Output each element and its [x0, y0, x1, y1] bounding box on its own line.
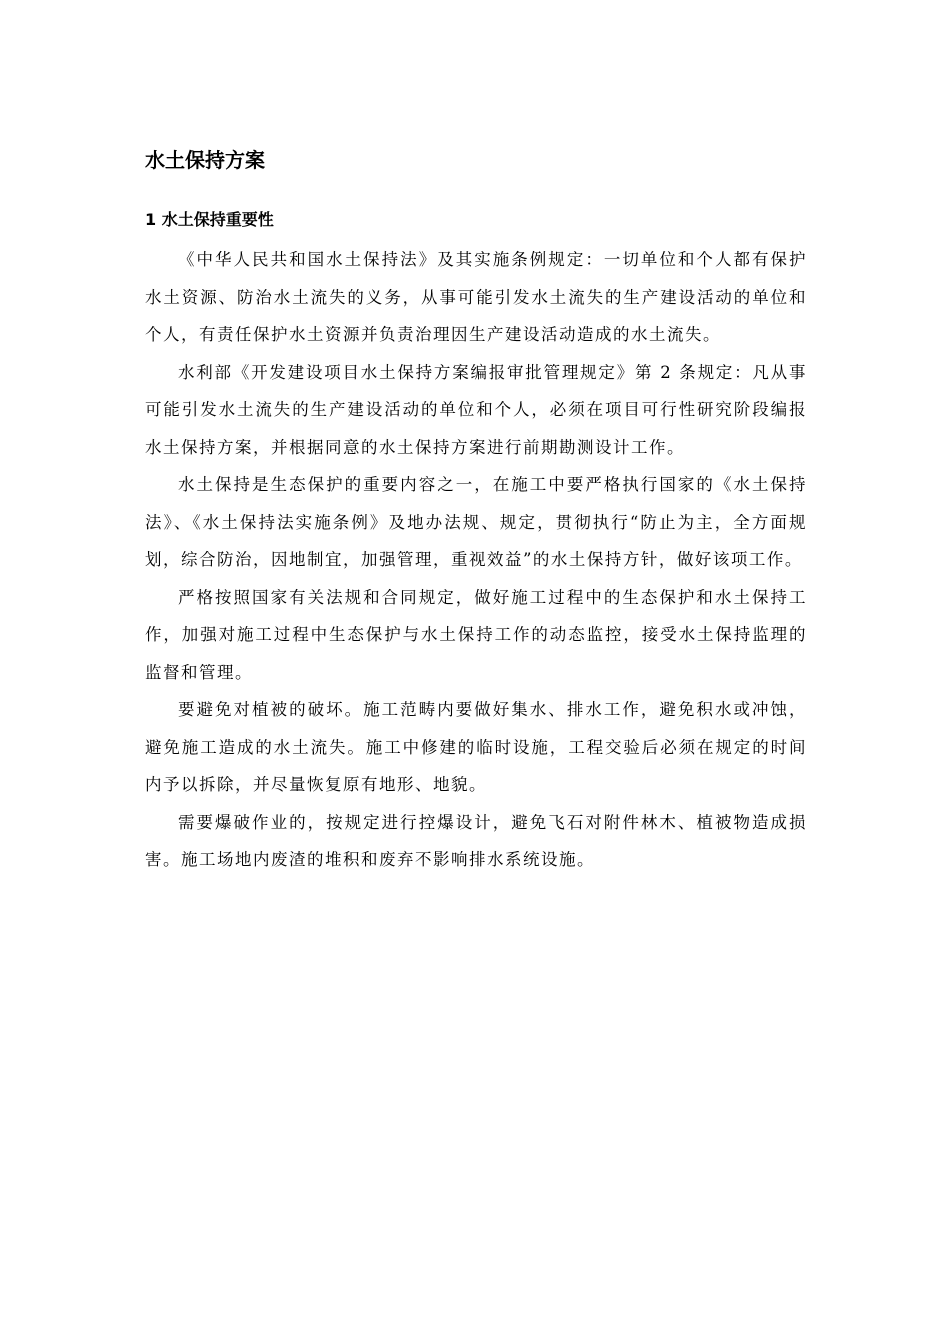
paragraph: 《中华人民共和国水土保持法》及其实施条例规定：一切单位和个人都有保护水土资源、防治水土流失的义务，从事可能引发水土流失的生产建设活动的单位和个人，有责任保护水土资源并负责治理因生产建设活动造成的水土流失。 [145, 250, 807, 344]
body-text [145, 241, 807, 879]
paragraph: 要避免对植被的破坏。施工范畴内要做好集水、排水工作，避免积水或冲蚀，避免施工造成的水土流失。施工中修建的临时设施，工程交验后必须在规定的时间内予以拆除，并尽量恢复原有地形、地貌。 [145, 700, 807, 794]
section-heading: 1 水土保持重要性 [145, 210, 274, 229]
document-title: 水土保持方案 [145, 148, 265, 172]
paragraph: 水土保持是生态保护的重要内容之一，在施工中要严格执行国家的《水土保持法》、《水土保持法实施条例》及地办法规、规定，贯彻执行“防止为主，全方面规划，综合防治，因地制宜，加强管理，重视效益”的水土保持方针，做好该项工作。 [145, 475, 807, 569]
paragraph: 严格按照国家有关法规和合同规定，做好施工过程中的生态保护和水土保持工作，加强对施工过程中生态保护与水土保持工作的动态监控，接受水土保持监理的监督和管理。 [145, 587, 807, 682]
paragraph: 水利部《开发建设项目水土保持方案编报审批管理规定》第 2 条规定：凡从事可能引发水土流失的生产建设活动的单位和个人，必须在项目可行性研究阶段编报水土保持方案，并根据同意的水土保持方案进行前期勘测设计工作。 [145, 362, 807, 457]
paragraph: 需要爆破作业的，按规定进行控爆设计，避免飞石对附件林木、植被物造成损害。施工场地内废渣的堆积和废弃不影响排水系统设施。 [145, 812, 807, 869]
